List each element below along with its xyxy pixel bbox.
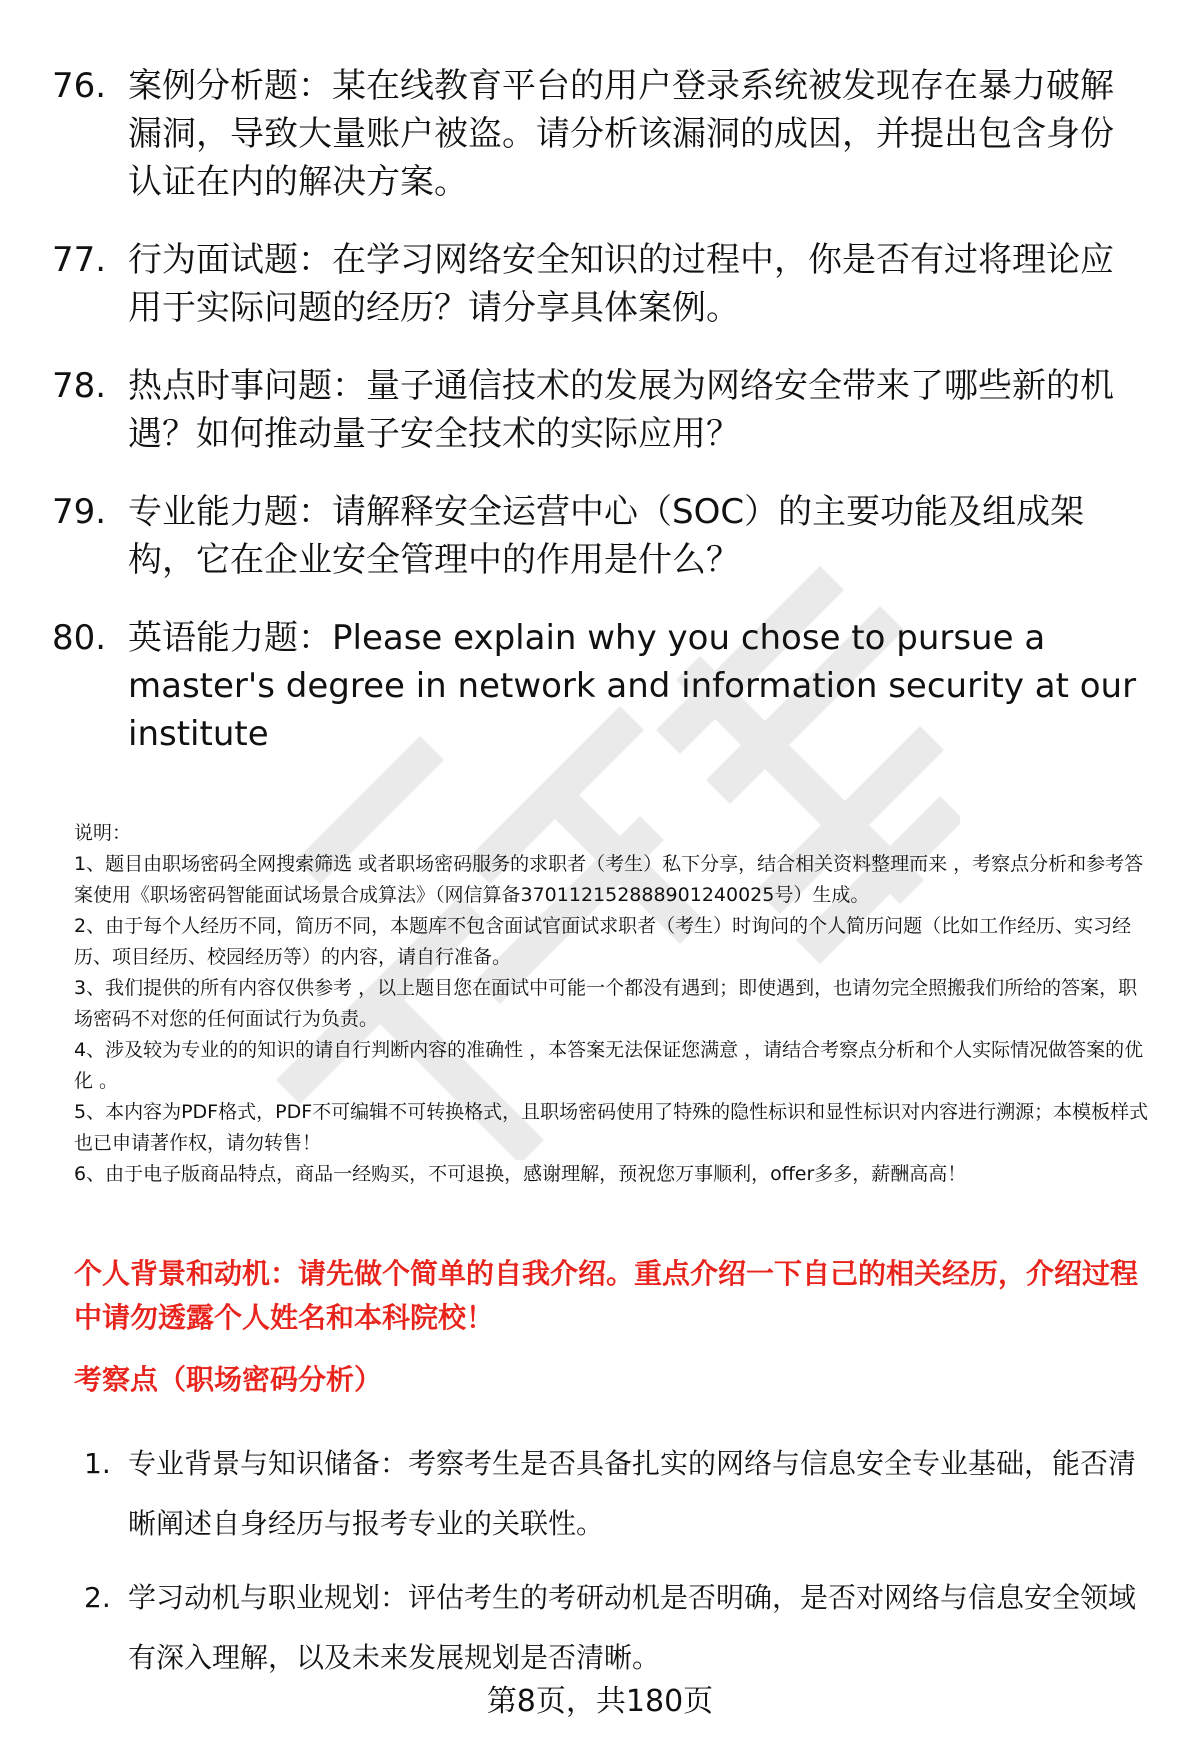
note-item: 5、本内容为PDF格式，PDF不可编辑不可转换格式，且职场密码使用了特殊的隐性标识和显性标识对内容进行溯源；本模板样式也已申请著作权，请勿转售！	[74, 1101, 1149, 1154]
question-text: 热点时事问题：量子通信技术的发展为网络安全带来了哪些新的机遇？如何推动量子安全技术的实际应用？	[128, 366, 1114, 454]
analysis-point	[84, 1568, 1150, 1688]
analysis-title: 考察点（职场密码分析）	[74, 1363, 383, 1396]
question-text: 行为面试题：在学习网络安全知识的过程中，你是否有过将理论应用于实际问题的经历？请分享具体案例。	[128, 240, 1114, 328]
question-number: 77.	[52, 240, 107, 280]
analysis-points	[84, 1434, 1150, 1702]
note-item: 3、我们提供的所有内容仅供参考 ，以上题目您在面试中可能一个都没有遇到；即使遇到，也请勿完全照搬我们所给的答案，职场密码不对您的任何面试行为负责。	[74, 977, 1138, 1030]
question-item	[52, 62, 1152, 206]
question-item	[52, 362, 1152, 458]
disclaimer-notes	[74, 818, 1154, 1190]
question-item	[52, 236, 1152, 332]
analysis-point	[84, 1434, 1150, 1554]
point-text: 专业背景与知识储备：考察考生是否具备扎实的网络与信息安全专业基础，能否清晰阐述自身经历与报考专业的关联性。	[128, 1447, 1137, 1540]
point-text: 学习动机与职业规划：评估考生的考研动机是否明确，是否对网络与信息安全领域有深入理解，以及未来发展规划是否清晰。	[128, 1581, 1137, 1674]
question-number: 76.	[52, 66, 107, 106]
note-item: 6、由于电子版商品特点，商品一经购买，不可退换，感谢理解，预祝您万事顺利，offer多多，薪酬高高！	[74, 1163, 967, 1185]
page-footer: 第8页，共180页	[486, 1684, 714, 1719]
section-heading: 个人背景和动机：请先做个简单的自我介绍。重点介绍一下自己的相关经历，介绍过程中请勿透露个人姓名和本科院校！	[74, 1257, 1139, 1334]
point-number: 2.	[84, 1581, 111, 1614]
question-list	[52, 62, 1152, 788]
question-text: 专业能力题：请解释安全运营中心（SOC）的主要功能及组成架构，它在企业安全管理中的作用是什么？	[128, 492, 1085, 580]
question-text: 英语能力题：Please explain why you chose to pursue a master's degree in network and information security at our institute	[128, 618, 1137, 754]
note-item: 4、涉及较为专业的的知识的请自行判断内容的准确性 ，本答案无法保证您满意 ，请结合考察点分析和个人实际情况做答案的优化 。	[74, 1039, 1144, 1092]
notes-title: 说明：	[74, 822, 132, 844]
question-number: 78.	[52, 366, 107, 406]
note-item: 1、题目由职场密码全网搜索筛选 或者职场密码服务的求职者（考生）私下分享，结合相关资料整理而来 ，考察点分析和参考答案使用《职场密码智能面试场景合成算法》（网信算备370112152888901240025号）生成。	[74, 853, 1144, 906]
question-item	[52, 614, 1152, 758]
note-item: 2、由于每个人经历不同，简历不同，本题库不包含面试官面试求职者（考生）时询问的个人简历问题（比如工作经历、实习经历、项目经历、校园经历等）的内容，请自行准备。	[74, 915, 1132, 968]
question-number: 79.	[52, 492, 107, 532]
question-text: 案例分析题：某在线教育平台的用户登录系统被发现存在暴力破解漏洞，导致大量账户被盗。请分析该漏洞的成因，并提出包含身份认证在内的解决方案。	[128, 66, 1114, 202]
question-number: 80.	[52, 618, 107, 658]
question-item	[52, 488, 1152, 584]
point-number: 1.	[84, 1447, 111, 1480]
